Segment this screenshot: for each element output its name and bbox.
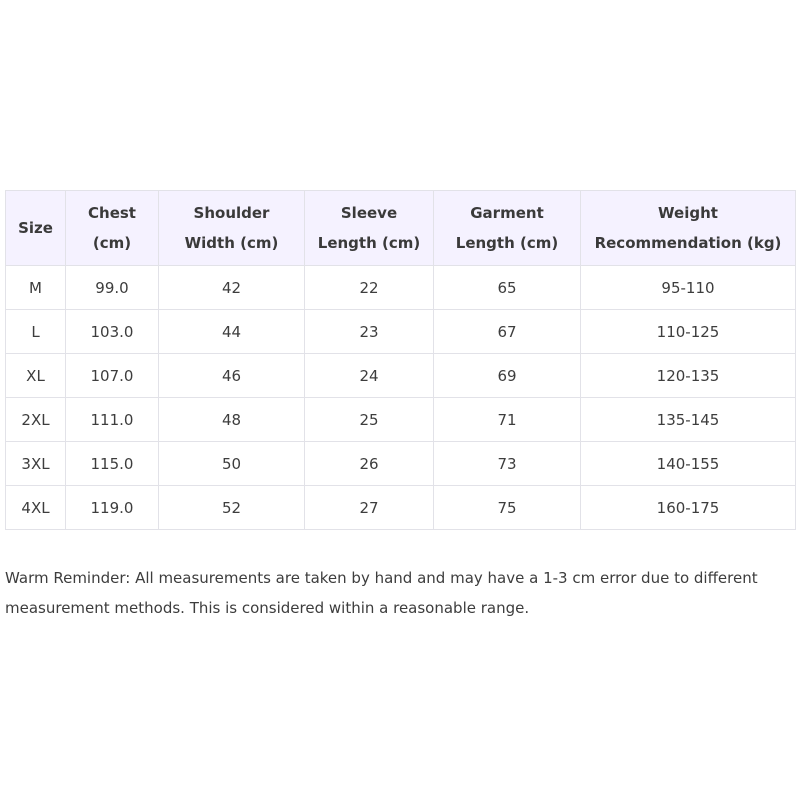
cell-chest: 103.0 [66,310,159,354]
cell-chest: 119.0 [66,486,159,530]
cell-sleeve-length: 24 [305,354,434,398]
cell-size: 2XL [6,398,66,442]
cell-weight-recommendation: 95-110 [581,266,796,310]
header-sleeve-length: Sleeve Length (cm) [305,191,434,266]
cell-shoulder-width: 52 [159,486,305,530]
table-row [6,310,796,354]
cell-chest: 115.0 [66,442,159,486]
cell-garment-length: 67 [434,310,581,354]
cell-weight-recommendation: 160-175 [581,486,796,530]
cell-size: XL [6,354,66,398]
size-chart-table [5,190,796,530]
cell-size: 4XL [6,486,66,530]
header-garment-length: Garment Length (cm) [434,191,581,266]
cell-garment-length: 75 [434,486,581,530]
header-chest: Chest (cm) [66,191,159,266]
cell-sleeve-length: 25 [305,398,434,442]
cell-weight-recommendation: 110-125 [581,310,796,354]
cell-shoulder-width: 42 [159,266,305,310]
table-row [6,442,796,486]
header-weight-recommendation: Weight Recommendation (kg) [581,191,796,266]
cell-weight-recommendation: 135-145 [581,398,796,442]
cell-chest: 111.0 [66,398,159,442]
cell-weight-recommendation: 140-155 [581,442,796,486]
cell-shoulder-width: 48 [159,398,305,442]
cell-garment-length: 69 [434,354,581,398]
cell-shoulder-width: 46 [159,354,305,398]
cell-sleeve-length: 23 [305,310,434,354]
warm-reminder-note: Warm Reminder: All measurements are taken by hand and may have a 1-3 cm error due to different measurement methods. This is considered within a reasonable range. [5,569,758,617]
table-row [6,354,796,398]
cell-sleeve-length: 22 [305,266,434,310]
cell-weight-recommendation: 120-135 [581,354,796,398]
cell-chest: 99.0 [66,266,159,310]
cell-garment-length: 71 [434,398,581,442]
cell-chest: 107.0 [66,354,159,398]
cell-size: M [6,266,66,310]
cell-shoulder-width: 50 [159,442,305,486]
cell-garment-length: 73 [434,442,581,486]
cell-shoulder-width: 44 [159,310,305,354]
table-header-row [6,191,796,266]
cell-garment-length: 65 [434,266,581,310]
cell-sleeve-length: 27 [305,486,434,530]
header-size: Size [6,191,66,266]
cell-size: 3XL [6,442,66,486]
table-row [6,266,796,310]
cell-size: L [6,310,66,354]
header-shoulder-width: Shoulder Width (cm) [159,191,305,266]
table-row [6,486,796,530]
cell-sleeve-length: 26 [305,442,434,486]
table-row [6,398,796,442]
